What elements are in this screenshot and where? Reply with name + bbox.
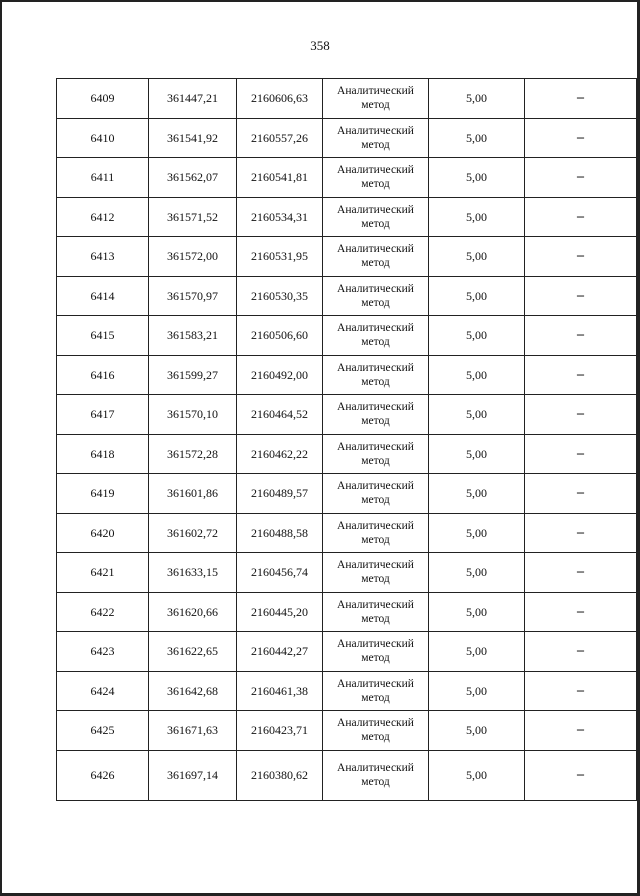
error-value: 5,00 [429,237,525,277]
point-number: 6421 [57,553,149,593]
method-line-1: Аналитический [337,85,414,98]
method-cell [323,553,429,593]
method-line-2: метод [361,573,390,586]
method-line-1: Аналитический [337,164,414,177]
coordinates-table [56,78,637,801]
coord-y: 2160462,22 [237,434,323,474]
table-row [57,474,637,514]
coord-x: 361572,00 [149,237,237,277]
method-line-2: метод [361,178,390,191]
table-row [57,355,637,395]
point-number: 6420 [57,513,149,553]
coord-y: 2160442,27 [237,632,323,672]
method-line-1: Аналитический [337,677,414,690]
table-row [57,118,637,158]
coord-y: 2160456,74 [237,553,323,593]
error-value: 5,00 [429,197,525,237]
page-number: 358 [310,38,330,53]
dash-cell: – [525,434,637,474]
table-row [57,316,637,356]
error-value: 5,00 [429,158,525,198]
point-number: 6424 [57,671,149,711]
method-line-1: Аналитический [337,124,414,137]
point-number: 6413 [57,237,149,277]
method-line-2: метод [361,533,390,546]
coord-x: 361583,21 [149,316,237,356]
point-number: 6418 [57,434,149,474]
coord-y: 2160488,58 [237,513,323,553]
table-row [57,632,637,672]
point-number: 6412 [57,197,149,237]
method-cell [323,197,429,237]
method-cell [323,750,429,800]
method-cell [323,434,429,474]
dash-cell: – [525,197,637,237]
coord-y: 2160506,60 [237,316,323,356]
coord-y: 2160380,62 [237,750,323,800]
coord-x: 361571,52 [149,197,237,237]
method-line-1: Аналитический [337,243,414,256]
coord-x: 361633,15 [149,553,237,593]
method-line-2: метод [361,731,390,744]
error-value: 5,00 [429,79,525,119]
coordinates-table-body [57,79,637,801]
error-value: 5,00 [429,316,525,356]
point-number: 6415 [57,316,149,356]
point-number: 6414 [57,276,149,316]
coord-x: 361572,28 [149,434,237,474]
table-row [57,79,637,119]
coord-x: 361541,92 [149,118,237,158]
dash-cell: – [525,671,637,711]
coord-y: 2160492,00 [237,355,323,395]
coord-x: 361620,66 [149,592,237,632]
coord-x: 361671,63 [149,711,237,751]
error-value: 5,00 [429,553,525,593]
dash-cell: – [525,513,637,553]
method-cell [323,592,429,632]
coord-y: 2160445,20 [237,592,323,632]
error-value: 5,00 [429,355,525,395]
table-row [57,158,637,198]
coord-y: 2160423,71 [237,711,323,751]
point-number: 6426 [57,750,149,800]
method-line-2: метод [361,99,390,112]
method-line-1: Аналитический [337,762,414,774]
dash-cell: – [525,395,637,435]
error-value: 5,00 [429,434,525,474]
coord-x: 361601,86 [149,474,237,514]
method-cell [323,395,429,435]
coord-y: 2160557,26 [237,118,323,158]
table-row [57,592,637,632]
dash-cell: – [525,592,637,632]
point-number: 6419 [57,474,149,514]
method-line-2: метод [361,138,390,151]
coord-y: 2160530,35 [237,276,323,316]
point-number: 6425 [57,711,149,751]
method-line-1: Аналитический [337,361,414,374]
dash-cell: – [525,355,637,395]
error-value: 5,00 [429,118,525,158]
method-line-1: Аналитический [337,203,414,216]
method-cell [323,632,429,672]
error-value: 5,00 [429,750,525,800]
error-value: 5,00 [429,671,525,711]
method-line-1: Аналитический [337,282,414,295]
coord-x: 361622,65 [149,632,237,672]
error-value: 5,00 [429,276,525,316]
point-number: 6410 [57,118,149,158]
method-line-1: Аналитический [337,322,414,335]
method-cell [323,711,429,751]
point-number: 6409 [57,79,149,119]
method-line-1: Аналитический [337,559,414,572]
method-line-2: метод [361,296,390,309]
error-value: 5,00 [429,592,525,632]
method-cell [323,118,429,158]
coord-y: 2160606,63 [237,79,323,119]
error-value: 5,00 [429,711,525,751]
table-row [57,750,637,800]
coord-y: 2160489,57 [237,474,323,514]
coord-y: 2160461,38 [237,671,323,711]
table-row [57,237,637,277]
method-cell [323,474,429,514]
method-line-1: Аналитический [337,519,414,532]
method-line-2: метод [361,257,390,270]
coord-y: 2160534,31 [237,197,323,237]
table-row [57,395,637,435]
error-value: 5,00 [429,395,525,435]
method-line-2: метод [361,454,390,467]
point-number: 6411 [57,158,149,198]
table-row [57,553,637,593]
table-row [57,197,637,237]
dash-cell: – [525,118,637,158]
dash-cell: – [525,276,637,316]
method-cell [323,79,429,119]
method-line-1: Аналитический [337,638,414,651]
coord-x: 361562,07 [149,158,237,198]
method-line-2: метод [361,336,390,349]
point-number: 6423 [57,632,149,672]
coord-x: 361697,14 [149,750,237,800]
coord-y: 2160464,52 [237,395,323,435]
point-number: 6422 [57,592,149,632]
coord-x: 361602,72 [149,513,237,553]
dash-cell: – [525,750,637,800]
dash-cell: – [525,316,637,356]
method-line-2: метод [361,217,390,230]
method-cell [323,671,429,711]
table-row [57,711,637,751]
method-line-1: Аналитический [337,440,414,453]
method-line-1: Аналитический [337,598,414,611]
dash-cell: – [525,158,637,198]
method-cell [323,513,429,553]
method-line-2: метод [361,494,390,507]
method-line-2: метод [361,375,390,388]
method-line-1: Аналитический [337,401,414,414]
coord-y: 2160541,81 [237,158,323,198]
table-row [57,434,637,474]
method-line-1: Аналитический [337,717,414,730]
coord-x: 361642,68 [149,671,237,711]
point-number: 6416 [57,355,149,395]
method-line-1: Аналитический [337,480,414,493]
error-value: 5,00 [429,513,525,553]
coord-x: 361447,21 [149,79,237,119]
method-cell [323,355,429,395]
method-line-2: метод [361,612,390,625]
coord-x: 361570,10 [149,395,237,435]
dash-cell: – [525,474,637,514]
method-cell [323,316,429,356]
table-row [57,276,637,316]
method-line-2: метод [361,691,390,704]
dash-cell: – [525,237,637,277]
method-line-2: метод [361,415,390,428]
method-line-2: метод [361,652,390,665]
method-cell [323,276,429,316]
dash-cell: – [525,711,637,751]
dash-cell: – [525,632,637,672]
method-cell [323,158,429,198]
dash-cell: – [525,79,637,119]
table-row [57,513,637,553]
error-value: 5,00 [429,632,525,672]
table-row [57,671,637,711]
coord-y: 2160531,95 [237,237,323,277]
method-line-2: метод [361,776,390,788]
point-number: 6417 [57,395,149,435]
coord-x: 361570,97 [149,276,237,316]
error-value: 5,00 [429,474,525,514]
coord-x: 361599,27 [149,355,237,395]
dash-cell: – [525,553,637,593]
method-cell [323,237,429,277]
